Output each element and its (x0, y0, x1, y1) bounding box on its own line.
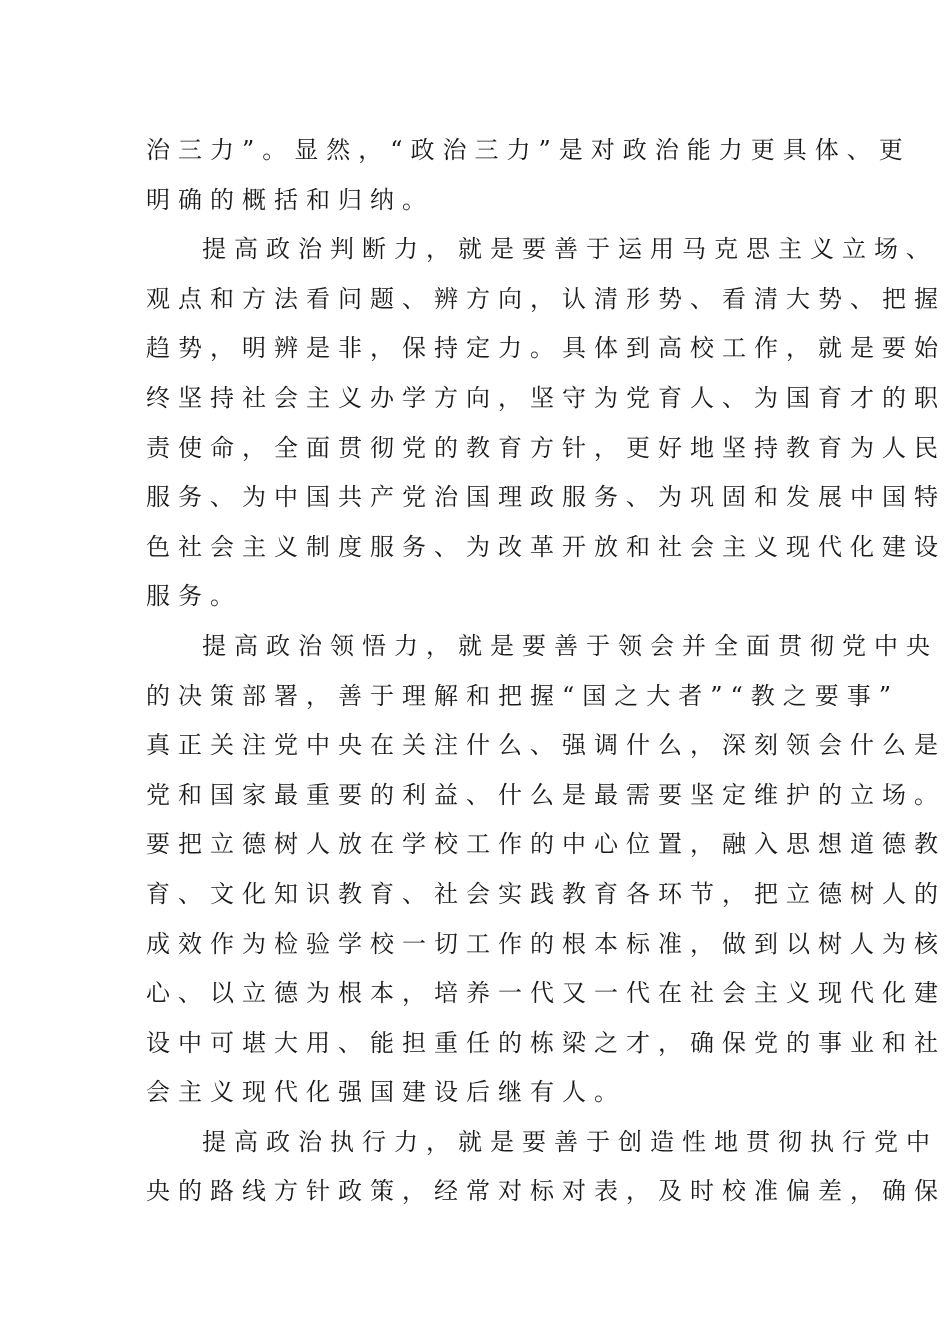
text-line: 成效作为检验学校一切工作的根本标准，做到以树人为核 (146, 929, 946, 958)
text-line: 央的路线方针政策，经常对标对表，及时校准偏差，确保 (146, 1177, 946, 1206)
text-line: 治三力”。显然，“政治三力”是对政治能力更具体、更 (146, 136, 911, 164)
text-line: 提高政治领悟力，就是要善于领会并全面贯彻党中央 (202, 631, 938, 660)
text-line: 观点和方法看问题、辨方向，认清形势、看清大势、把握 (146, 284, 946, 313)
text-line: 终坚持社会主义办学方向，坚守为党育人、为国育才的职 (146, 383, 946, 412)
text-line: 服务、为中国共产党治国理政服务、为巩固和发展中国特 (146, 483, 946, 512)
text-line: 服务。 (146, 582, 242, 611)
text-line: 明确的概括和归纳。 (146, 185, 434, 214)
text-line: 心、以立德为根本，培养一代又一代在社会主义现代化建 (146, 979, 946, 1008)
text-line: 党和国家最重要的利益、什么是最需要坚定维护的立场。 (146, 780, 946, 809)
document-body (146, 126, 946, 1217)
text-line: 提高政治执行力，就是要善于创造性地贯彻执行党中 (202, 1127, 938, 1156)
text-line: 育、文化知识教育、社会实践教育各环节，把立德树人的 (146, 879, 946, 908)
text-line: 的决策部署，善于理解和把握“国之大者”“教之要事” (146, 681, 900, 710)
text-line: 提高政治判断力，就是要善于运用马克思主义立场、 (202, 235, 938, 264)
text-line: 色社会主义制度服务、为改革开放和社会主义现代化建设 (146, 532, 946, 561)
text-line: 要把立德树人放在学校工作的中心位置，融入思想道德教 (146, 830, 946, 859)
text-line: 责使命，全面贯彻党的教育方针，更好地坚持教育为人民 (146, 433, 946, 462)
text-line: 会主义现代化强国建设后继有人。 (146, 1078, 626, 1107)
text-line: 真正关注党中央在关注什么、强调什么，深刻领会什么是 (146, 731, 946, 760)
text-line: 趋势，明辨是非，保持定力。具体到高校工作，就是要始 (146, 334, 946, 363)
text-line: 设中可堪大用、能担重任的栋梁之才，确保党的事业和社 (146, 1028, 946, 1057)
